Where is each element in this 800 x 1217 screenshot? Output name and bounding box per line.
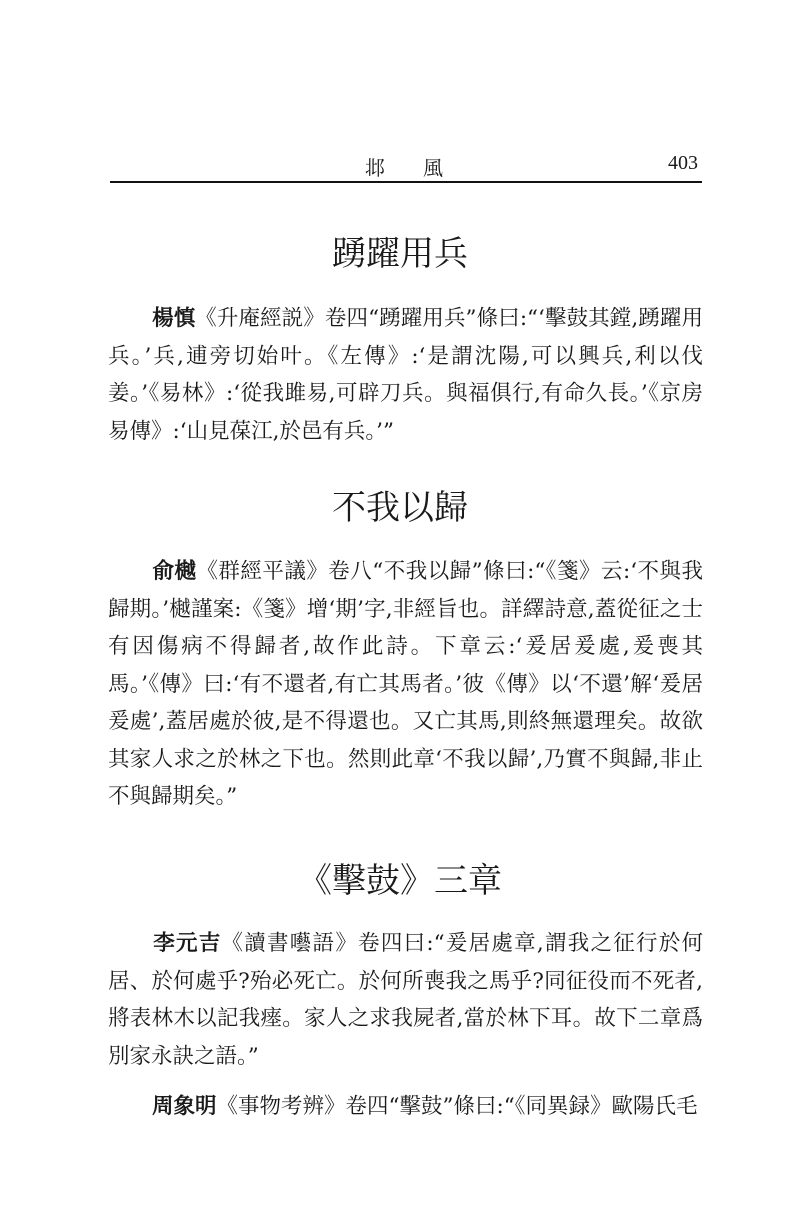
page-header: [110, 152, 702, 182]
paragraph-3: [108, 925, 703, 1075]
paragraph-text: 《讀書囈語》卷四曰:“爰居處章,謂我之征行於何居、於何處乎?殆必死亡。於何所喪我之馬乎?同征役而不死者,將表林木以記我瘗。家人之求我屍者,當於林下耳。故下二章爲別家永訣之語。”: [108, 931, 703, 1069]
paragraph-2: [108, 553, 703, 816]
header-rule: [110, 181, 702, 183]
paragraph-text: 《群經平議》卷八“不我以歸”條曰:“《箋》云:‘不與我歸期。’樾謹案:《箋》增‘期’字,非經旨也。詳繹詩意,蓋從征之士有因傷病不得歸者,故作此詩。下章云:‘爰居爰處,爰喪其馬。’《傳》曰:‘有不還者,有亡其馬者。’彼《傳》以‘不還’解‘爰居爰處’,蓋居處於彼,是不得還也。又亡其馬,則終無還理矣。故欲其家人求之於林之下也。然則此章‘不我以歸’,乃實不與歸,非止不與歸期矣。”: [108, 559, 703, 809]
paragraph-text: 《事物考辨》卷四“擊鼓”條曰:“《同異録》歐陽氏毛: [216, 1094, 698, 1119]
page-number: 403: [668, 152, 698, 174]
paragraph-1: [108, 300, 703, 450]
author-name: 楊慎: [152, 306, 196, 331]
author-name: 李元吉: [152, 931, 222, 956]
paragraph-text: 《升庵經説》卷四“踴躍用兵”條曰:“‘擊鼓其鏜,踴躍用兵。’兵,逋旁切始叶。《左傳》:‘是謂沈陽,可以興兵,利以伐姜。’《易林》:‘從我雎易,可辟刀兵。與福俱行,有命久長。’《京房易傳》:‘山見葆江,於邑有兵。’”: [108, 306, 703, 444]
running-title: 邶風: [365, 156, 481, 180]
author-name: 周象明: [152, 1094, 217, 1119]
section-title-2: 不我以歸: [332, 488, 468, 528]
section-title-1: 踴躍用兵: [332, 234, 468, 274]
author-name: 俞樾: [152, 559, 197, 584]
section-title-3: 《擊鼓》三章: [298, 861, 502, 901]
paragraph-4: [108, 1088, 703, 1126]
